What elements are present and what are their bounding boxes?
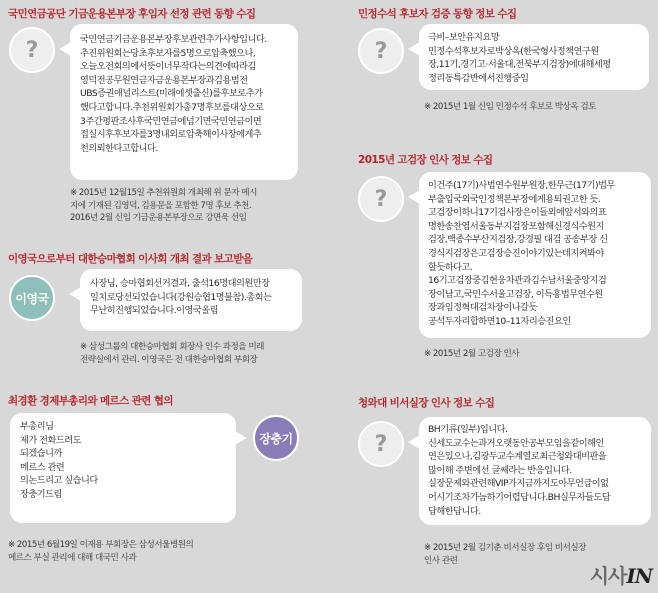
note-text-1: ※ 2015년 12월15일 추천위원회 개최해 위 문자 메시 지에 기재된 김영덕, 김용문을 포함한 7명 후보 추천. 2016년 2월 신임 기금운용본부장으로 강면욱 선임 xyxy=(70,188,257,223)
note-text-4: ※ 2015년 2월 고검장 인사 xyxy=(424,349,520,359)
unknown-person-icon: ? xyxy=(358,176,404,222)
unknown-person-icon: ? xyxy=(358,28,404,74)
logo-text-a: 시사 xyxy=(589,564,627,588)
note-2 xyxy=(424,101,654,114)
unknown-person-icon: ? xyxy=(358,421,404,467)
sisain-logo xyxy=(590,560,652,589)
note-text-2: ※ 2015년 1월 신임 민정수석 후보로 박상옥 검토 xyxy=(424,102,596,112)
note-1 xyxy=(70,187,302,225)
note-text-5: ※ 2015년 6월19일 이재용 부회장은 삼성서울병원의 메르스 부실 관리에 대해 대국민 사과 xyxy=(8,540,194,563)
message-bubble-1 xyxy=(70,24,298,180)
message-bubble-2 xyxy=(419,24,649,90)
message-bubble-3 xyxy=(80,269,302,331)
panel4-title: 2015년 고검장 인사 정보 수집 xyxy=(358,154,493,166)
note-3 xyxy=(80,341,304,366)
note-5 xyxy=(8,539,258,564)
unknown-person-icon: ? xyxy=(9,27,55,73)
panel2-title: 민정수석 후보자 검증 동향 정보 수집 xyxy=(358,8,517,20)
message-text-2: 극비–보안유지요망 민정수석후보자로박상옥(한국형사정책연구원 장,11기,경기고·서울대,전북부지검장)에대해세평 정리동특감반에서진행중임 xyxy=(428,32,611,84)
message-text-6: BH기류(일부)입니다. 신세도교수는과거오랫동안공부모임을같이해인 연은있으나,김광두교수계열로최근청와대비판을 많이해 주변에선 글쎄라는 반응입니다. 실장문제와관련해VIP가지금까지도아무언급이없 어시기조차가늠하기어렵답니다.BH실무자들도답 답해한답니다. xyxy=(428,424,611,517)
note-text-3: ※ 삼성그룹의 대한승마협회 회장사 인수 과정을 미래 전략실에서 관리. 이영국은 전 대한승마협회 부회장 xyxy=(80,342,264,365)
message-text-4: 이건주(17기)사법연수원부원장,한무근(17기)법무 부출입국외국인정책본부장에게용퇴권고한 듯. 고검장이하니17기검사장은이들외에앞서와의표 명한송찬엽서울동부지검장포함해신경식수원지 검장,백종수부산지검장,강경필 대검 공송부장 신 경식지검장은고검장승진이야기있는데지켜봐야 할듯하다고. 16기고검장중김현웅차관과김수남서울중앙지검 장이남고,국민수서울고검장, 이득홍법무연수원 장과임정혁대검차장이나갈듯 공석두자리합하면10–11자리승진요인 xyxy=(428,180,615,327)
message-bubble-4 xyxy=(419,172,651,338)
note-4 xyxy=(424,348,654,361)
note-text-6: ※ 2015년 2월 김기춘 비서실장 후임 비서실장 인사 관련 xyxy=(424,543,586,566)
person-avatar-jangchunggi: 장충기 xyxy=(253,415,299,461)
message-text-5: 부총리님 제가 전화드려도 되겠습니까 메르스 관련 의논드리고 싶습니다 장충기드림 xyxy=(20,421,98,500)
panel3-title: 이영국으로부터 대한승마협회 이사회 개최 결과 보고받음 xyxy=(8,253,253,265)
panel6-title: 청와대 비서실장 인사 정보 수집 xyxy=(358,397,495,409)
panel5-title: 최경환 경제부총리와 메르스 관련 협의 xyxy=(8,395,173,407)
logo-text-b: IN xyxy=(626,564,652,588)
message-text-3: 사장님, 승마협회선거결과, 출석16명대의원만장 일치로당선되었습니다(강원승협1명불참).총회는 무난히진행되었습니다.이영국올림 xyxy=(90,278,272,317)
message-bubble-5 xyxy=(10,413,236,523)
message-text-1: 국민연금기금운용본부장후보관련추가사항입니다. 추진위원회는당초후보자를5명으로압축했으나, 오늘오전회의에서뜻이너무작다는의견에따라김 영덕전공무원연금자금운용본부장과김용범전 UBS증권애널리스트(미래에셋출신)를후보로추가 했다고합니다.추천위원회가총7명후보를대상으로 3주간평판조사후국민연금에넘기면국민연금이면 접실시후후보자를3명내외로압축해이사장에게추 천의뢰한다고합니다. xyxy=(80,34,267,154)
panel1-title: 국민연금공단 기금운용본부장 후임자 선정 관련 동향 수집 xyxy=(8,8,256,20)
message-bubble-6 xyxy=(419,417,651,525)
person-avatar-leeyoungguk: 이영국 xyxy=(9,275,55,321)
